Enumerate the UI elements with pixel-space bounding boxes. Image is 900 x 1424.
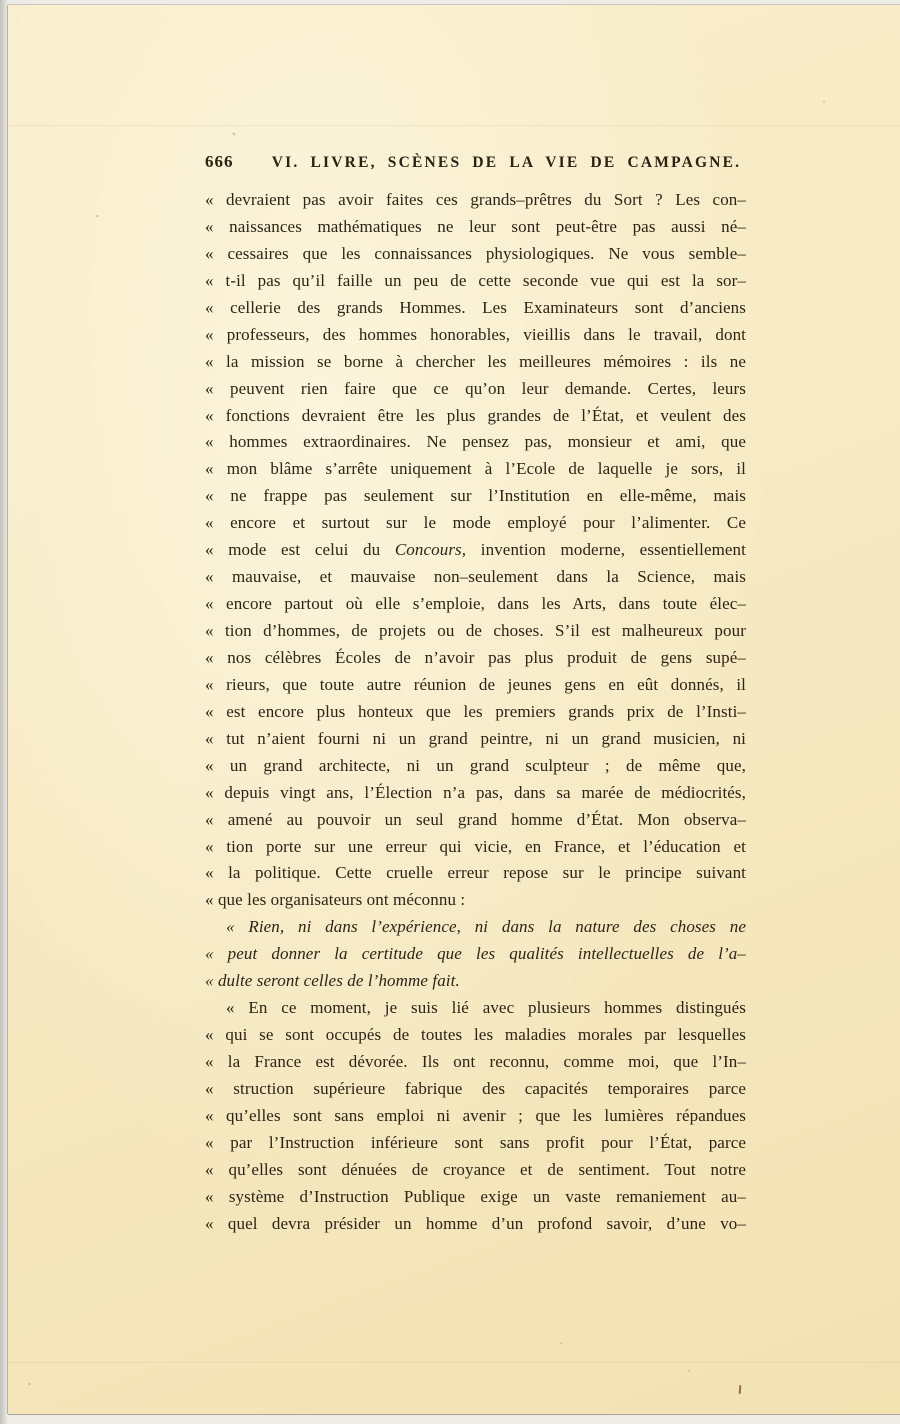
paper-speck — [823, 101, 825, 103]
text-line — [205, 648, 746, 675]
text-segment: « depuis vingt ans, l’Élection n’a pas, dans sa marée de médiocrités, — [205, 782, 746, 802]
text-line — [205, 1214, 746, 1241]
text-line — [205, 1025, 746, 1052]
text-segment: « amené au pouvoir un seul grand homme d’État. Mon observa– — [205, 809, 746, 829]
paper-speck — [560, 1342, 562, 1344]
text-line — [205, 244, 746, 271]
text-segment: « la mission se borne à chercher les meilleures mémoires : ils ne — [205, 351, 746, 371]
text-segment: « rieurs, que toute autre réunion de jeunes gens en eût donnés, il — [205, 674, 746, 694]
text-line — [205, 271, 746, 298]
page-header — [205, 152, 746, 172]
text-line — [205, 1052, 746, 1079]
text-segment: « naissances mathématiques ne leur sont peut-être pas aussi né– — [205, 216, 746, 236]
text-segment: « peuvent rien faire que ce qu’on leur demande. Certes, leurs — [205, 378, 746, 398]
text-segment: « tion porte sur une erreur qui vicie, en France, et l’éducation et — [205, 836, 746, 856]
ink-speck — [739, 1385, 742, 1394]
text-segment: « est encore plus honteux que les premiers grands prix de l’Insti– — [205, 701, 746, 721]
text-segment: « mon blâme s’arrête uniquement à l’Ecole de laquelle je sors, il — [205, 459, 746, 479]
text-segment: « ne frappe pas seulement sur l’Institution en elle-même, mais — [205, 486, 746, 506]
text-segment: « struction supérieure fabrique des capacités temporaires parce — [205, 1078, 746, 1098]
text-segment: « encore et surtout sur le mode employé pour l’alimenter. Ce — [205, 513, 746, 533]
text-segment: « tut n’aient fourni ni un grand peintre, ni un grand musicien, ni — [205, 728, 746, 748]
text-segment: « fonctions devraient être les plus grandes de l’État, et veulent des — [205, 405, 746, 425]
scan-line — [8, 1362, 900, 1363]
text-line — [205, 325, 746, 352]
text-segment: « cellerie des grands Hommes. Les Examinateurs sont d’anciens — [205, 297, 746, 317]
text-line — [205, 756, 746, 783]
text-line — [205, 944, 746, 971]
text-segment: « dulte seront celles de l’homme fait. — [205, 971, 460, 991]
text-segment: « hommes extraordinaires. Ne pensez pas, monsieur et ami, que — [205, 432, 746, 452]
text-line — [205, 675, 746, 702]
emphasized-text: Concours, — [394, 540, 467, 560]
text-block — [205, 190, 746, 1241]
paper-speck — [688, 1370, 690, 1372]
text-line — [205, 729, 746, 756]
text-line — [205, 1187, 746, 1214]
text-line — [205, 1106, 746, 1133]
text-line — [205, 1160, 746, 1187]
paper-speck — [232, 132, 236, 136]
text-segment: « cessaires que les connaissances physiologiques. Ne vous semble– — [205, 243, 746, 263]
text-segment: « que les organisateurs ont méconnu : — [205, 890, 466, 910]
text-line — [205, 810, 746, 837]
text-segment: « peut donner la certitude que les qualités intellectuelles de l’a– — [205, 944, 746, 964]
text-segment: « Rien, ni dans l’expérience, ni dans la nature des choses ne — [226, 917, 746, 937]
text-line — [205, 432, 746, 459]
text-line — [205, 890, 746, 917]
text-line — [205, 1079, 746, 1106]
text-segment: « qu’elles sont dénuées de croyance et de sentiment. Tout notre — [205, 1159, 746, 1179]
text-segment: invention moderne, essentiellement — [466, 540, 746, 560]
text-line — [205, 621, 746, 648]
text-line — [205, 217, 746, 244]
text-segment: « système d’Instruction Publique exige un vaste remaniement au– — [205, 1186, 746, 1206]
text-segment: « En ce moment, je suis lié avec plusieurs hommes distingués — [226, 998, 746, 1018]
text-line — [205, 190, 746, 217]
text-line — [205, 379, 746, 406]
paper-speck — [96, 215, 99, 217]
text-line — [205, 352, 746, 379]
text-segment: « qu’elles sont sans emploi ni avenir ; que les lumières répandues — [205, 1105, 746, 1125]
paper-speck — [28, 1383, 31, 1385]
text-segment: « encore partout où elle s’emploie, dans les Arts, dans toute élec– — [205, 594, 746, 614]
text-segment: « devraient pas avoir faites ces grands–prêtres du Sort ? Les con– — [205, 190, 746, 209]
scan-line — [8, 125, 900, 126]
text-line — [205, 971, 746, 998]
text-segment: « un grand architecte, ni un grand sculpteur ; de même que, — [205, 755, 746, 775]
text-line — [205, 298, 746, 325]
text-segment: « la France est dévorée. Ils ont reconnu, comme moi, que l’In– — [205, 1052, 746, 1071]
text-segment: « mauvaise, et mauvaise non–seulement dans la Science, mais — [205, 567, 746, 587]
text-line — [205, 998, 746, 1025]
text-segment: « par l’Instruction inférieure sont sans profit pour l’État, parce — [205, 1132, 746, 1152]
text-segment: « professeurs, des hommes honorables, vieillis dans le travail, dont — [205, 324, 746, 344]
text-line — [205, 486, 746, 513]
text-line — [205, 1133, 746, 1160]
text-segment: « mode est celui du — [205, 540, 395, 560]
text-line — [205, 406, 746, 433]
text-line — [205, 513, 746, 540]
text-line — [205, 594, 746, 621]
text-segment: « nos célèbres Écoles de n’avoir pas plus produit de gens supé– — [205, 647, 746, 667]
text-line — [205, 837, 746, 864]
text-segment: « quel devra présider un homme d’un profond savoir, d’une vo– — [205, 1213, 746, 1233]
text-line — [205, 917, 746, 944]
page-number: 666 — [205, 152, 234, 171]
text-line — [205, 702, 746, 729]
text-segment: « la politique. Cette cruelle erreur repose sur le principe suivant — [205, 863, 746, 883]
text-segment: « tion d’hommes, de projets ou de choses. S’il est malheureux pour — [205, 621, 746, 640]
text-line — [205, 783, 746, 810]
running-title: VI. LIVRE, SCÈNES DE LA VIE DE CAMPAGNE. — [271, 154, 742, 171]
book-page — [8, 5, 900, 1414]
text-line — [205, 540, 746, 567]
text-line — [205, 459, 746, 486]
text-segment: « qui se sont occupés de toutes les maladies morales par lesquelles — [205, 1025, 746, 1045]
text-line — [205, 567, 746, 594]
text-line — [205, 863, 746, 890]
text-segment: « t-il pas qu’il faille un peu de cette seconde vue qui est la sor– — [205, 270, 746, 290]
